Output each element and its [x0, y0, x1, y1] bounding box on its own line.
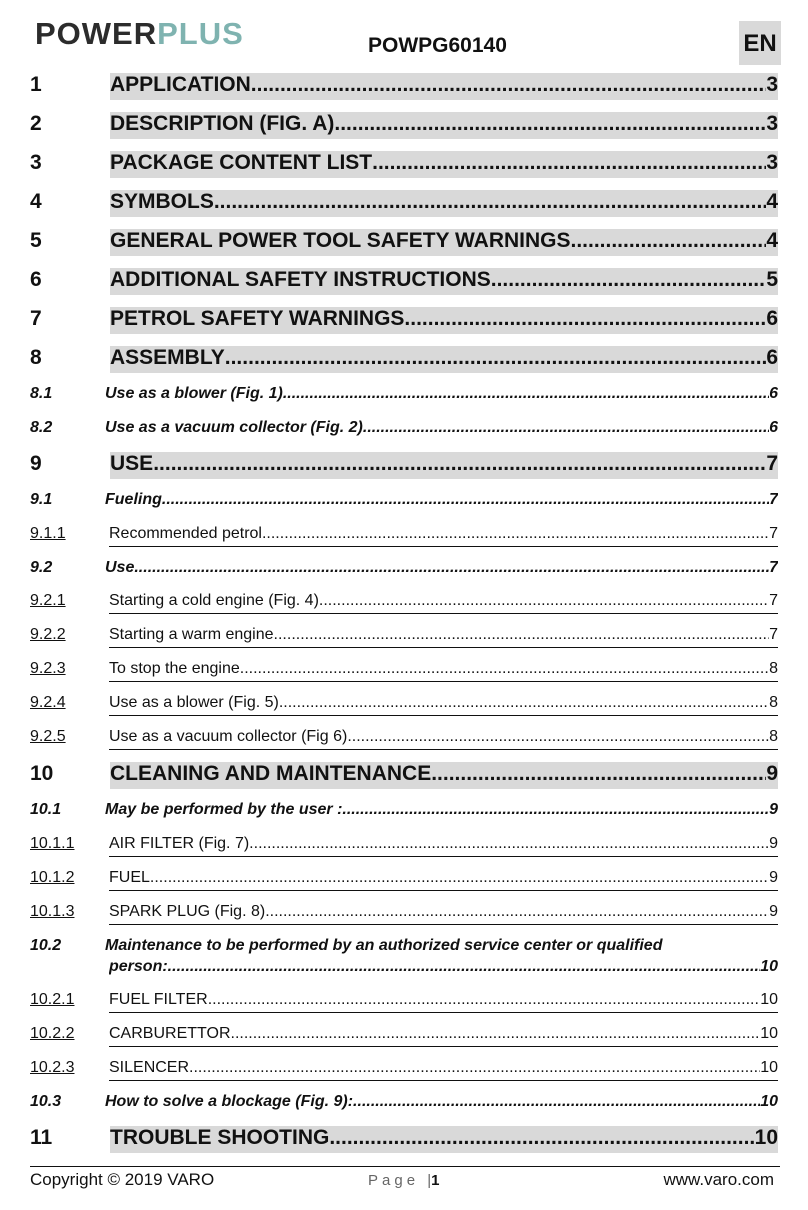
- toc-entry-1[interactable]: [30, 73, 778, 103]
- toc-number: 10.1.3: [30, 903, 75, 920]
- toc-entry-9-1[interactable]: [30, 491, 778, 513]
- toc-number: 10.2.1: [30, 991, 75, 1008]
- toc-title: USE: [110, 452, 154, 475]
- brand-logo: [35, 18, 244, 49]
- toc-entry-9-2-4[interactable]: [30, 694, 778, 716]
- toc-number: 4: [30, 190, 42, 213]
- toc-title: CLEANING AND MAINTENANCE: [110, 762, 432, 785]
- toc-title: Use as a blower (Fig. 1): [105, 385, 283, 402]
- toc-page: 3: [766, 112, 778, 135]
- toc-title: ASSEMBLY: [110, 346, 225, 369]
- toc-number: 8.2: [30, 419, 53, 436]
- toc-leader: [208, 991, 761, 1009]
- toc-entry-9-2-2[interactable]: [30, 626, 778, 648]
- toc-entry-5[interactable]: [30, 229, 778, 259]
- toc-number: 3: [30, 151, 42, 174]
- toc-number: 10.2.2: [30, 1025, 75, 1042]
- toc-entry-10-1-3[interactable]: [30, 903, 778, 925]
- toc-page: 3: [766, 73, 778, 96]
- toc-page: 8: [769, 660, 778, 677]
- toc-leader: [279, 694, 769, 712]
- toc-leader: [283, 385, 769, 403]
- toc-leader: [225, 346, 767, 370]
- toc-number: 10.1.2: [30, 869, 75, 886]
- toc-entry-10-2[interactable]: [30, 937, 778, 981]
- toc-entry-6[interactable]: [30, 268, 778, 298]
- toc-entry-10-2-2[interactable]: [30, 1025, 778, 1047]
- toc-number: 8: [30, 346, 42, 369]
- toc-number: 10.1.1: [30, 835, 75, 852]
- footer-divider: [30, 1166, 780, 1167]
- toc-title: Use: [105, 559, 135, 576]
- toc-title: Starting a warm engine: [109, 626, 274, 643]
- toc-title-line1: Maintenance to be performed by an authorized service center or qualified: [105, 937, 663, 954]
- toc-title: TROUBLE SHOOTING: [110, 1126, 330, 1149]
- toc-title: SILENCER: [109, 1059, 190, 1076]
- toc-leader: [162, 491, 769, 509]
- toc-number: 10.1: [30, 801, 62, 818]
- toc-title: FUEL FILTER: [109, 991, 208, 1008]
- toc-title: Use as a blower (Fig. 5): [109, 694, 279, 711]
- toc-title: ADDITIONAL SAFETY INSTRUCTIONS: [110, 268, 491, 291]
- toc-entry-10-1-1[interactable]: [30, 835, 778, 857]
- toc-title: PACKAGE CONTENT LIST: [110, 151, 373, 174]
- toc-number: 9.2.1: [30, 592, 66, 609]
- toc-leader: [372, 151, 766, 175]
- toc-page: 9: [769, 835, 778, 852]
- toc-page: 6: [766, 307, 778, 330]
- toc-page: 6: [769, 385, 778, 402]
- toc-page: 6: [766, 346, 778, 369]
- toc-leader: [329, 1126, 754, 1150]
- toc-number: 7: [30, 307, 42, 330]
- toc-page: 7: [769, 559, 778, 576]
- toc-title: To stop the engine: [109, 660, 240, 677]
- toc-number: 11: [30, 1126, 53, 1149]
- toc-entry-7[interactable]: [30, 307, 778, 337]
- toc-leader: [240, 660, 769, 678]
- toc-leader: [347, 728, 769, 746]
- toc-entry-8[interactable]: [30, 346, 778, 376]
- toc-leader: [571, 229, 767, 253]
- page-label: Page: [368, 1172, 420, 1189]
- toc-page: 7: [766, 452, 778, 475]
- toc-number: 9: [30, 452, 42, 475]
- page-separator: |: [427, 1172, 432, 1189]
- toc-page: 8: [769, 728, 778, 745]
- toc-title: FUEL: [109, 869, 150, 886]
- toc-number: 8.1: [30, 385, 53, 402]
- toc-title: How to solve a blockage (Fig. 9):: [105, 1093, 354, 1110]
- toc-leader: [265, 903, 769, 921]
- toc-entry-9[interactable]: [30, 452, 778, 482]
- toc-entry-10-2-3[interactable]: [30, 1059, 778, 1081]
- language-badge: EN: [739, 21, 781, 65]
- toc-entry-8-2[interactable]: [30, 419, 778, 441]
- toc-entry-10[interactable]: [30, 762, 778, 792]
- page-header: [0, 0, 808, 70]
- toc-entry-9-2[interactable]: [30, 559, 778, 581]
- toc-leader: [134, 559, 769, 577]
- toc-entry-10-1[interactable]: [30, 801, 778, 823]
- toc-leader: [319, 592, 769, 610]
- toc-title: DESCRIPTION (FIG. A): [110, 112, 335, 135]
- toc-number: 9.2.4: [30, 694, 66, 711]
- toc-number: 2: [30, 112, 42, 135]
- toc-leader: [189, 1059, 760, 1077]
- toc-page: 9: [769, 903, 778, 920]
- toc-number: 9.2.3: [30, 660, 66, 677]
- toc-leader: [431, 762, 766, 786]
- toc-page: 10: [760, 1059, 778, 1076]
- toc-entry-4[interactable]: [30, 190, 778, 220]
- toc-title: Recommended petrol: [109, 525, 262, 542]
- toc-title: CARBURETTOR: [109, 1025, 231, 1042]
- toc-title: May be performed by the user :: [105, 801, 343, 818]
- logo-part-plus: PLUS: [157, 16, 244, 51]
- toc-entry-8-1[interactable]: [30, 385, 778, 407]
- toc-page: 8: [769, 694, 778, 711]
- toc-title: Use as a vacuum collector (Fig 6): [109, 728, 348, 745]
- toc-title: Fueling: [105, 491, 162, 508]
- toc-number: 10.2.3: [30, 1059, 75, 1076]
- toc-number: 9.1: [30, 491, 53, 508]
- toc-page: 10: [760, 958, 778, 975]
- toc-entry-9-2-5[interactable]: [30, 728, 778, 750]
- toc-leader: [404, 307, 766, 331]
- toc-entry-2[interactable]: [30, 112, 778, 142]
- toc-number: 5: [30, 229, 42, 252]
- toc-title: PETROL SAFETY WARNINGS: [110, 307, 405, 330]
- toc-page: 9: [769, 869, 778, 886]
- toc-page: 10: [760, 1025, 778, 1042]
- toc-page: 6: [769, 419, 778, 436]
- toc-title: APPLICATION: [110, 73, 251, 96]
- toc-leader: [363, 419, 769, 437]
- toc-title: person:: [109, 958, 168, 975]
- toc-number: 10: [30, 762, 54, 785]
- toc-number: 9.1.1: [30, 525, 66, 542]
- toc-page: 9: [769, 801, 778, 818]
- website-link[interactable]: www.varo.com: [663, 1170, 774, 1189]
- toc-entry-11[interactable]: [30, 1126, 778, 1156]
- toc-entry-10-2-1[interactable]: [30, 991, 778, 1013]
- toc-leader: [249, 835, 769, 853]
- toc-page: 3: [766, 151, 778, 174]
- toc-leader: [251, 73, 767, 97]
- toc-leader: [153, 452, 766, 476]
- toc-leader: [342, 801, 769, 819]
- toc-entry-10-3[interactable]: [30, 1093, 778, 1115]
- toc-number: 9.2.2: [30, 626, 66, 643]
- logo-part-power: POWER: [35, 16, 158, 51]
- toc-page: 7: [769, 525, 778, 542]
- toc-title: Use as a vacuum collector (Fig. 2): [105, 419, 363, 436]
- toc-page: 10: [760, 1093, 778, 1110]
- toc-page: 5: [766, 268, 778, 291]
- toc-leader: [150, 869, 769, 887]
- toc-page: 10: [760, 991, 778, 1008]
- toc-page: 7: [769, 626, 778, 643]
- toc-page: 10: [754, 1126, 778, 1149]
- toc-title: SYMBOLS: [110, 190, 214, 213]
- toc-entry-3[interactable]: [30, 151, 778, 181]
- toc-page: 4: [766, 229, 778, 252]
- toc-leader: [231, 1025, 761, 1043]
- toc-entry-9-2-1[interactable]: [30, 592, 778, 614]
- toc-leader: [334, 112, 766, 136]
- toc-page: 7: [769, 592, 778, 609]
- toc-entry-9-2-3[interactable]: [30, 660, 778, 682]
- toc-title: SPARK PLUG (Fig. 8): [109, 903, 266, 920]
- toc-leader: [353, 1093, 760, 1111]
- copyright-text: Copyright © 2019 VARO: [30, 1170, 215, 1189]
- toc-leader: [274, 626, 770, 644]
- toc-page: 9: [766, 762, 778, 785]
- toc-title: Starting a cold engine (Fig. 4): [109, 592, 319, 609]
- toc-entry-10-1-2[interactable]: [30, 869, 778, 891]
- toc-entry-9-1-1[interactable]: [30, 525, 778, 547]
- toc-number: 9.2: [30, 559, 53, 576]
- toc-number: 6: [30, 268, 42, 291]
- page-indicator: [368, 1172, 439, 1189]
- toc-title: GENERAL POWER TOOL SAFETY WARNINGS: [110, 229, 571, 252]
- toc-title: AIR FILTER (Fig. 7): [109, 835, 250, 852]
- page-number: 1: [431, 1172, 440, 1189]
- toc-leader: [214, 190, 766, 214]
- toc-leader: [168, 958, 761, 976]
- toc-page: 4: [766, 190, 778, 213]
- toc-leader: [262, 525, 769, 543]
- toc-number: 10.2: [30, 937, 62, 954]
- toc-number: 9.2.5: [30, 728, 66, 745]
- toc-leader: [491, 268, 767, 292]
- toc-number: 10.3: [30, 1093, 62, 1110]
- toc-number: 1: [30, 73, 42, 96]
- model-number: POWPG60140: [368, 34, 507, 57]
- toc-page: 7: [769, 491, 778, 508]
